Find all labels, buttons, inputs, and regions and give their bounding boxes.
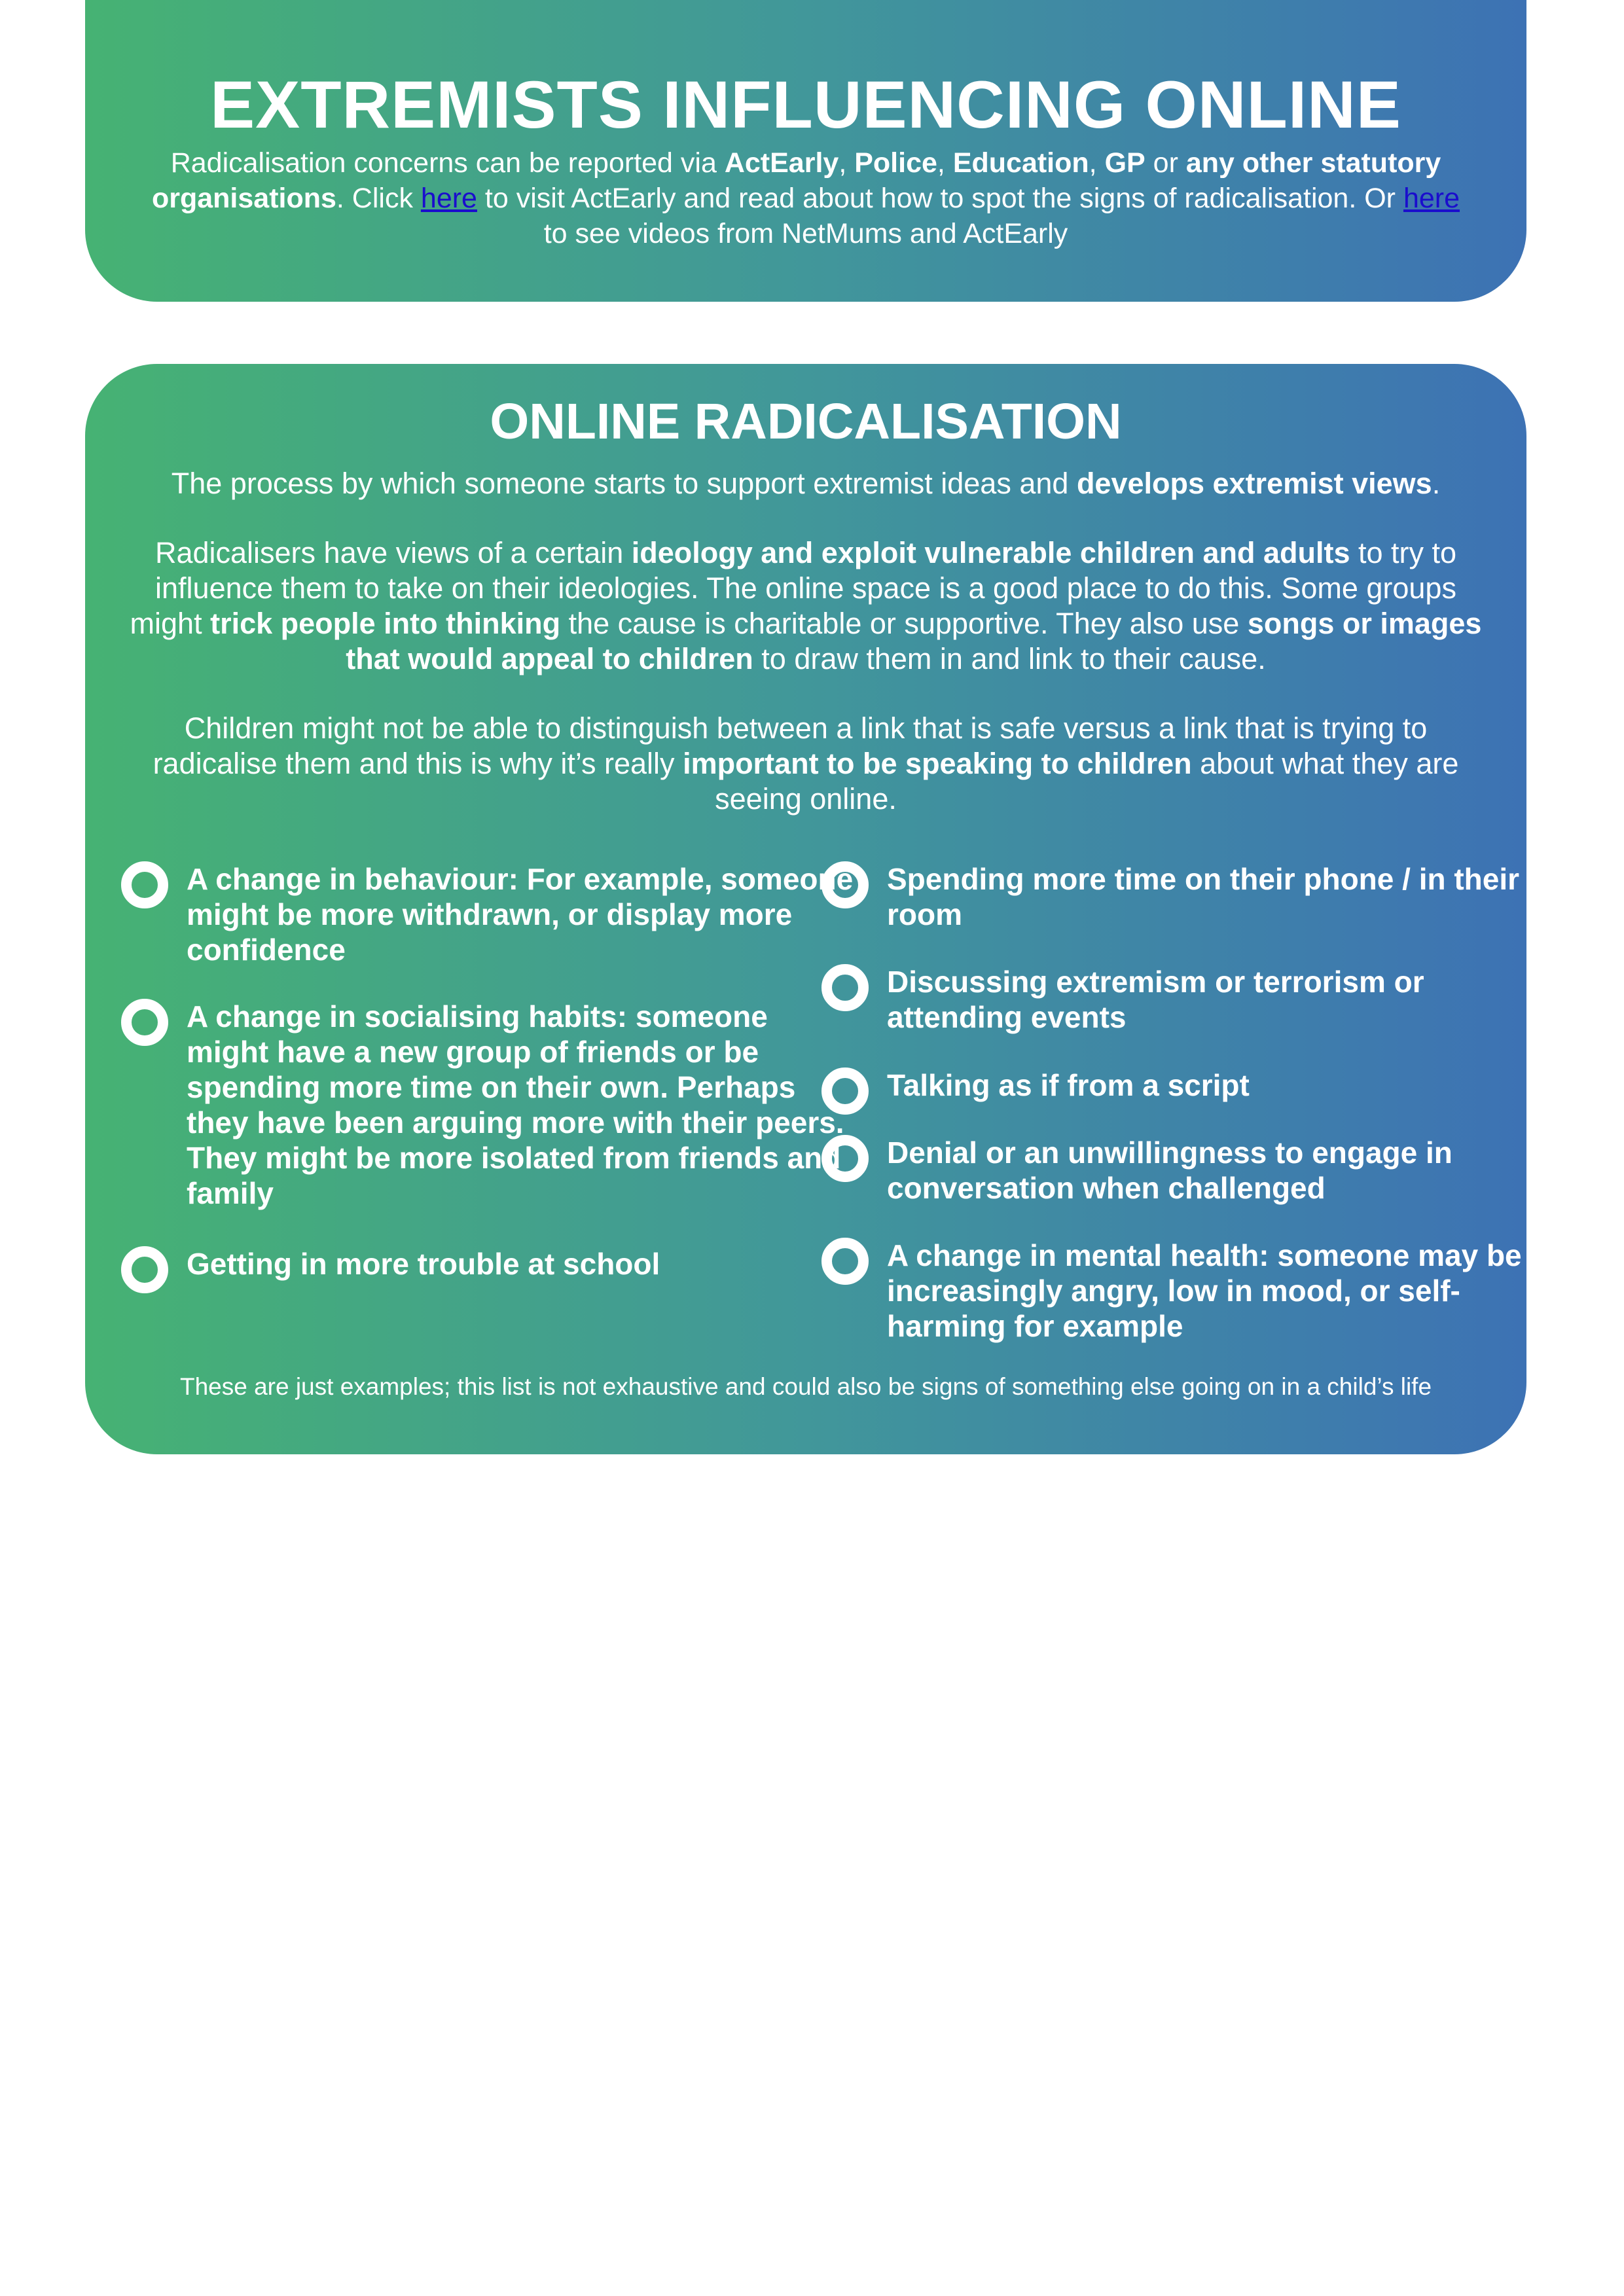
list-item [821,964,1568,1035]
list-item [121,999,854,1211]
text: the cause is charitable or supportive. They also use [560,607,1248,640]
text: to draw them in and link to their cause. [753,642,1266,675]
sign-text: Denial or an unwillingness to engage in conversation when challenged [887,1136,1453,1205]
list-item [121,861,854,967]
ring-bullet-icon [821,1067,869,1115]
separator: , [937,147,953,179]
text-bold: develops extremist views [1076,467,1432,500]
intro-text-3: to visit ActEarly and read about how to spot the signs of radicalisation. Or [477,183,1403,214]
list-item [821,1135,1568,1206]
text-bold: important to be speaking to children [683,747,1192,780]
ring-bullet-icon [121,999,168,1046]
report-intro [145,145,1467,251]
text: about what they are seeing online. [715,747,1459,816]
org-statutory: any other statutory organisations [151,147,1441,214]
list-item [821,1238,1568,1344]
ring-bullet-icon [821,1135,869,1182]
section-title: ONLINE RADICALISATION [490,393,1122,450]
org-police: Police [854,147,937,179]
text: . [1432,467,1441,500]
text: Children might not be able to distinguish between a link that is safe versus a link that is trying to radicalise them and this is why it’s really [153,711,1428,780]
page-title: EXTREMISTS INFLUENCING ONLINE [210,67,1401,142]
footnote: These are just examples; this list is not exhaustive and could also be signs of something else going on in a child’s life [179,1373,1432,1400]
ring-bullet-icon [121,1246,168,1293]
org-gp: GP [1104,147,1146,179]
intro-text-4: to see videos from NetMums and ActEarly [543,218,1068,249]
definition-paragraph [118,466,1493,501]
ring-bullet-icon [121,861,168,908]
list-item [821,1067,1568,1103]
list-item [121,1246,854,1282]
org-actearly: ActEarly [724,147,839,179]
sign-text: Spending more time on their phone / in their room [887,862,1520,931]
separator: , [1089,147,1105,179]
text-bold: ideology and exploit vulnerable children and adults [631,536,1350,569]
list-item [821,861,1568,932]
radicalisers-paragraph [118,535,1493,677]
sign-text: Getting in more trouble at school [187,1247,660,1281]
separator: , [839,147,855,179]
ring-bullet-icon [821,861,869,908]
text: Radicalisers have views of a certain [154,536,632,569]
sign-text: Talking as if from a script [887,1068,1250,1102]
sign-text: A change in mental health: someone may be increasingly angry, low in mood, or self-harming for example [887,1238,1522,1343]
header-panel [85,0,1526,302]
ring-bullet-icon [821,1238,869,1285]
intro-text-1: Radicalisation concerns can be reported via [170,147,725,179]
sign-text: A change in behaviour: For example, someone might be more withdrawn, or display more confidence [187,862,854,967]
children-paragraph [118,711,1493,817]
actearly-link[interactable]: here [420,183,477,214]
text-bold: trick people into thinking [210,607,561,640]
radicalisation-panel [85,364,1526,1454]
separator-or: or [1145,147,1186,179]
signs-list [121,861,1522,1372]
intro-text-2: . Click [336,183,421,214]
sign-text: A change in socialising habits: someone might have a new group of friends or be spending more time on their own. Perhaps they have been arguing more with their peers. They might be more isolated from friends and family [187,999,844,1210]
text: The process by which someone starts to support extremist ideas and [171,467,1077,500]
org-education: Education [952,147,1089,179]
text: to try to influence them to take on their ideologies. The online space is a good place to do this. Some groups might [130,536,1457,640]
text-bold: songs or images that would appeal to children [346,607,1482,675]
ring-bullet-icon [821,964,869,1011]
videos-link[interactable]: here [1403,183,1460,214]
sign-text: Discussing extremism or terrorism or attending events [887,965,1424,1034]
